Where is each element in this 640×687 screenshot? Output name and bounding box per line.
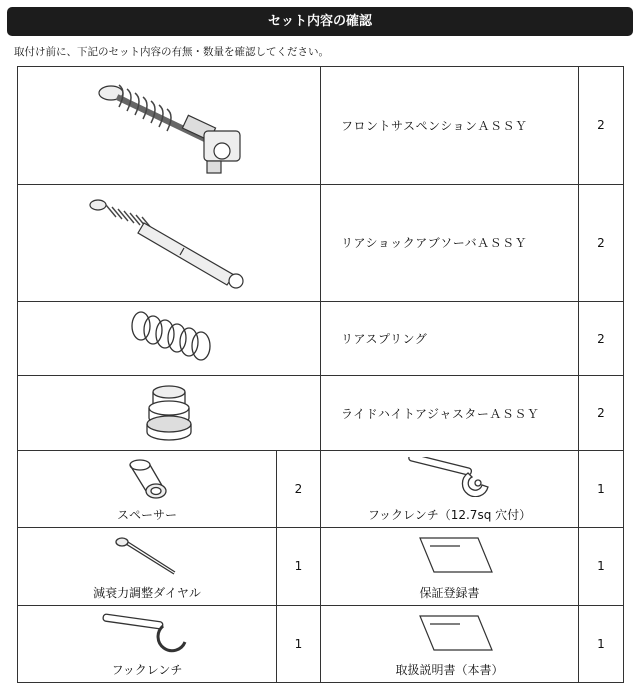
item-qty: 1 bbox=[579, 450, 624, 527]
table-row bbox=[18, 302, 624, 376]
hook-wrench-with-hole-icon bbox=[400, 457, 500, 497]
item-image-cell bbox=[18, 184, 321, 302]
item-image-cell bbox=[18, 67, 321, 185]
item-name: 取扱説明書（本書） bbox=[395, 663, 504, 677]
item-image-cell bbox=[18, 528, 277, 605]
manual-icon bbox=[400, 612, 500, 654]
table-row bbox=[18, 184, 624, 302]
warranty-card-icon bbox=[400, 534, 500, 576]
item-image-cell bbox=[18, 376, 321, 450]
item-qty: 2 bbox=[579, 67, 624, 185]
table-row bbox=[18, 528, 624, 605]
front-suspension-icon bbox=[89, 71, 249, 179]
item-name: リアショックアブソーバＡＳＳＹ bbox=[321, 184, 579, 302]
item-qty: 2 bbox=[579, 184, 624, 302]
item-qty: 2 bbox=[579, 376, 624, 450]
hook-wrench-icon bbox=[97, 612, 197, 654]
item-name: フロントサスペンションＡＳＳＹ bbox=[321, 67, 579, 185]
item-qty: 1 bbox=[277, 605, 321, 682]
rear-spring-icon bbox=[119, 306, 219, 372]
item-qty: 1 bbox=[579, 528, 624, 605]
damping-dial-icon bbox=[112, 534, 182, 578]
item-image-cell bbox=[321, 450, 579, 527]
item-qty: 1 bbox=[579, 605, 624, 682]
item-qty: 1 bbox=[277, 528, 321, 605]
item-qty: 2 bbox=[579, 302, 624, 376]
item-image-cell bbox=[321, 528, 579, 605]
item-image-cell bbox=[18, 450, 277, 527]
rear-shock-absorber-icon bbox=[84, 193, 254, 293]
ride-height-adjuster-icon bbox=[139, 380, 199, 446]
page-title: セット内容の確認 bbox=[7, 7, 633, 36]
item-name: ライドハイトアジャスターＡＳＳＹ bbox=[321, 376, 579, 450]
item-name: フックレンチ（12.7sq 穴付） bbox=[367, 508, 532, 523]
item-image-cell bbox=[18, 302, 321, 376]
item-name: フックレンチ bbox=[111, 663, 183, 677]
item-image-cell bbox=[321, 605, 579, 682]
contents-table bbox=[17, 66, 624, 683]
item-name: スペーサー bbox=[116, 508, 177, 523]
item-name: リアスプリング bbox=[321, 302, 579, 376]
table-row bbox=[18, 605, 624, 682]
item-qty: 2 bbox=[277, 450, 321, 527]
table-row bbox=[18, 376, 624, 450]
item-name: 保証登録書 bbox=[419, 585, 480, 600]
table-row bbox=[18, 67, 624, 185]
intro-text: 取付け前に、下記のセット内容の有無・数量を確認してください。 bbox=[14, 46, 329, 58]
item-image-cell bbox=[18, 605, 277, 682]
table-row bbox=[18, 450, 624, 527]
spacer-icon bbox=[122, 457, 172, 501]
item-name: 減衰力調整ダイヤル bbox=[93, 585, 201, 600]
